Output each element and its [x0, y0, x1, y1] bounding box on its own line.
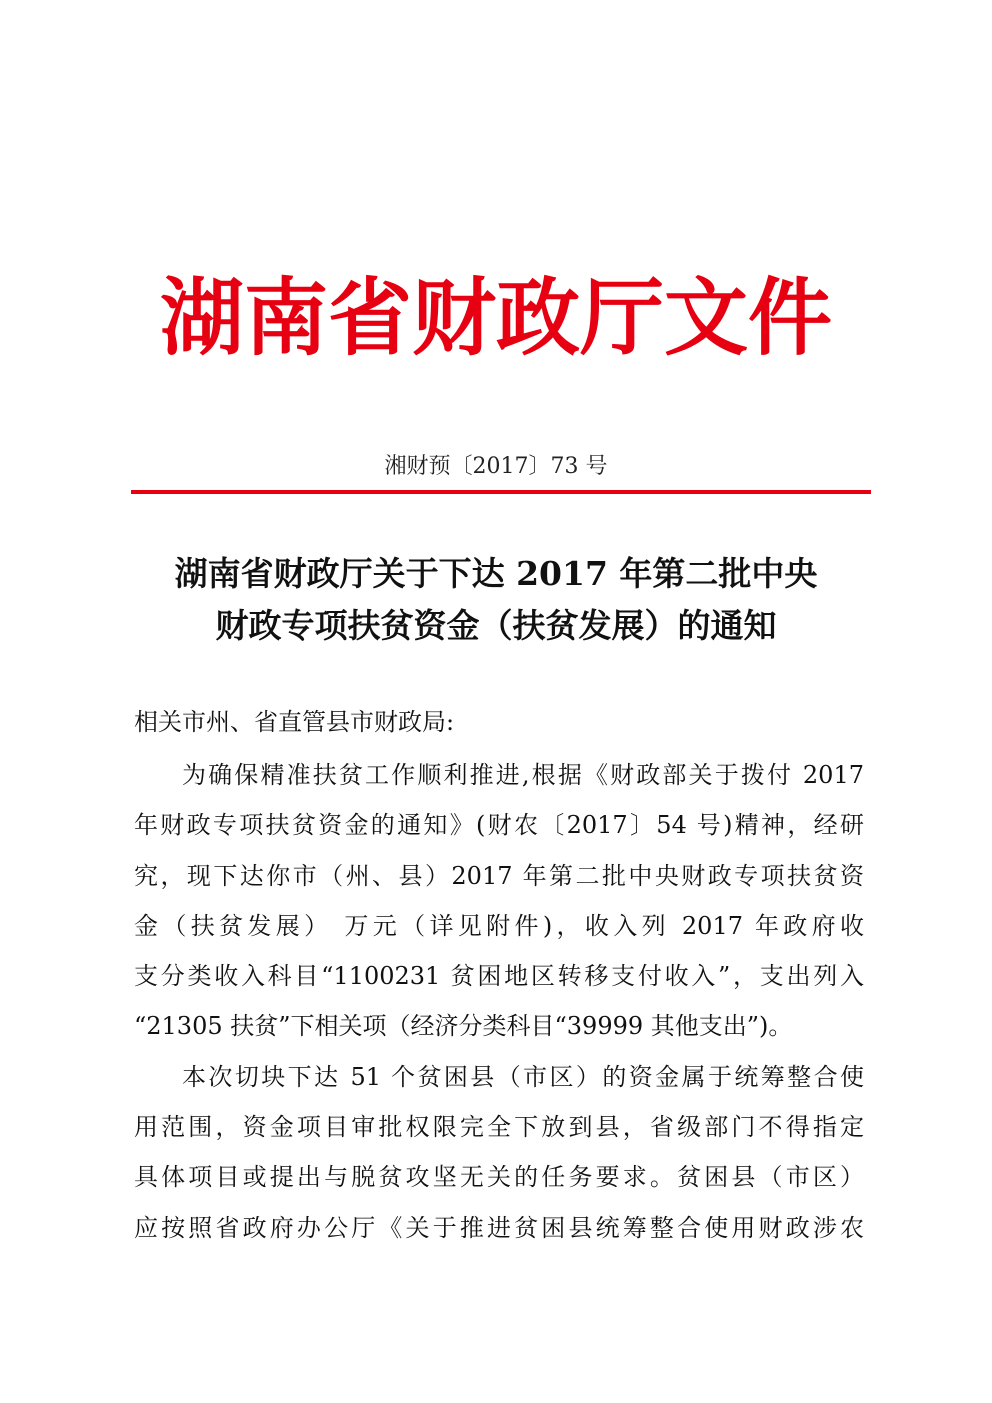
- paragraph-1-line-2: 年财政专项扶贫资金的通知》(财农〔2017〕54 号)精神，经研: [134, 811, 864, 840]
- document-title-line-2: 财政专项扶贫资金（扶贫发展）的通知: [215, 606, 777, 645]
- document-body: [134, 755, 864, 1258]
- paragraph-2-line-2: 用范围，资金项目审批权限完全下放到县，省级部门不得指定: [134, 1113, 864, 1142]
- document-number: 湘财预〔2017〕73 号: [384, 454, 608, 479]
- paragraph-1-line-6: “21305 扶贫”下相关项（经济分类科目“39999 其他支出”)。: [134, 1012, 793, 1041]
- paragraph-2-line-4: 应按照省政府办公厅《关于推进贫困县统筹整合使用财政涉农: [134, 1213, 864, 1242]
- paragraph-1-line-3: 究，现下达你市（州、县）2017 年第二批中央财政专项扶贫资: [134, 861, 864, 890]
- paragraph-2-line-1: 本次切块下达 51 个贫困县（市区）的资金属于统筹整合使: [182, 1062, 864, 1091]
- paragraph-1-line-5: 支分类收入科目“1100231 贫困地区转移支付收入”，支出列入: [134, 962, 864, 991]
- document-title: [0, 548, 992, 652]
- paragraph-1-line-4: 金（扶贫发展） 万元（详见附件)，收入列 2017 年政府收: [134, 911, 864, 940]
- document-masthead: 湖南省财政厅文件: [159, 268, 832, 367]
- red-divider-line: [131, 490, 871, 494]
- document-title-line-1: 湖南省财政厅关于下达 2017 年第二批中央: [174, 554, 818, 593]
- addressee: 相关市州、省直管县市财政局:: [134, 708, 455, 736]
- paragraph-2-line-3: 具体项目或提出与脱贫攻坚无关的任务要求。贫困县（市区）: [134, 1163, 864, 1192]
- paragraph-1-line-1: 为确保精准扶贫工作顺利推进,根据《财政部关于拨付 2017: [182, 761, 864, 789]
